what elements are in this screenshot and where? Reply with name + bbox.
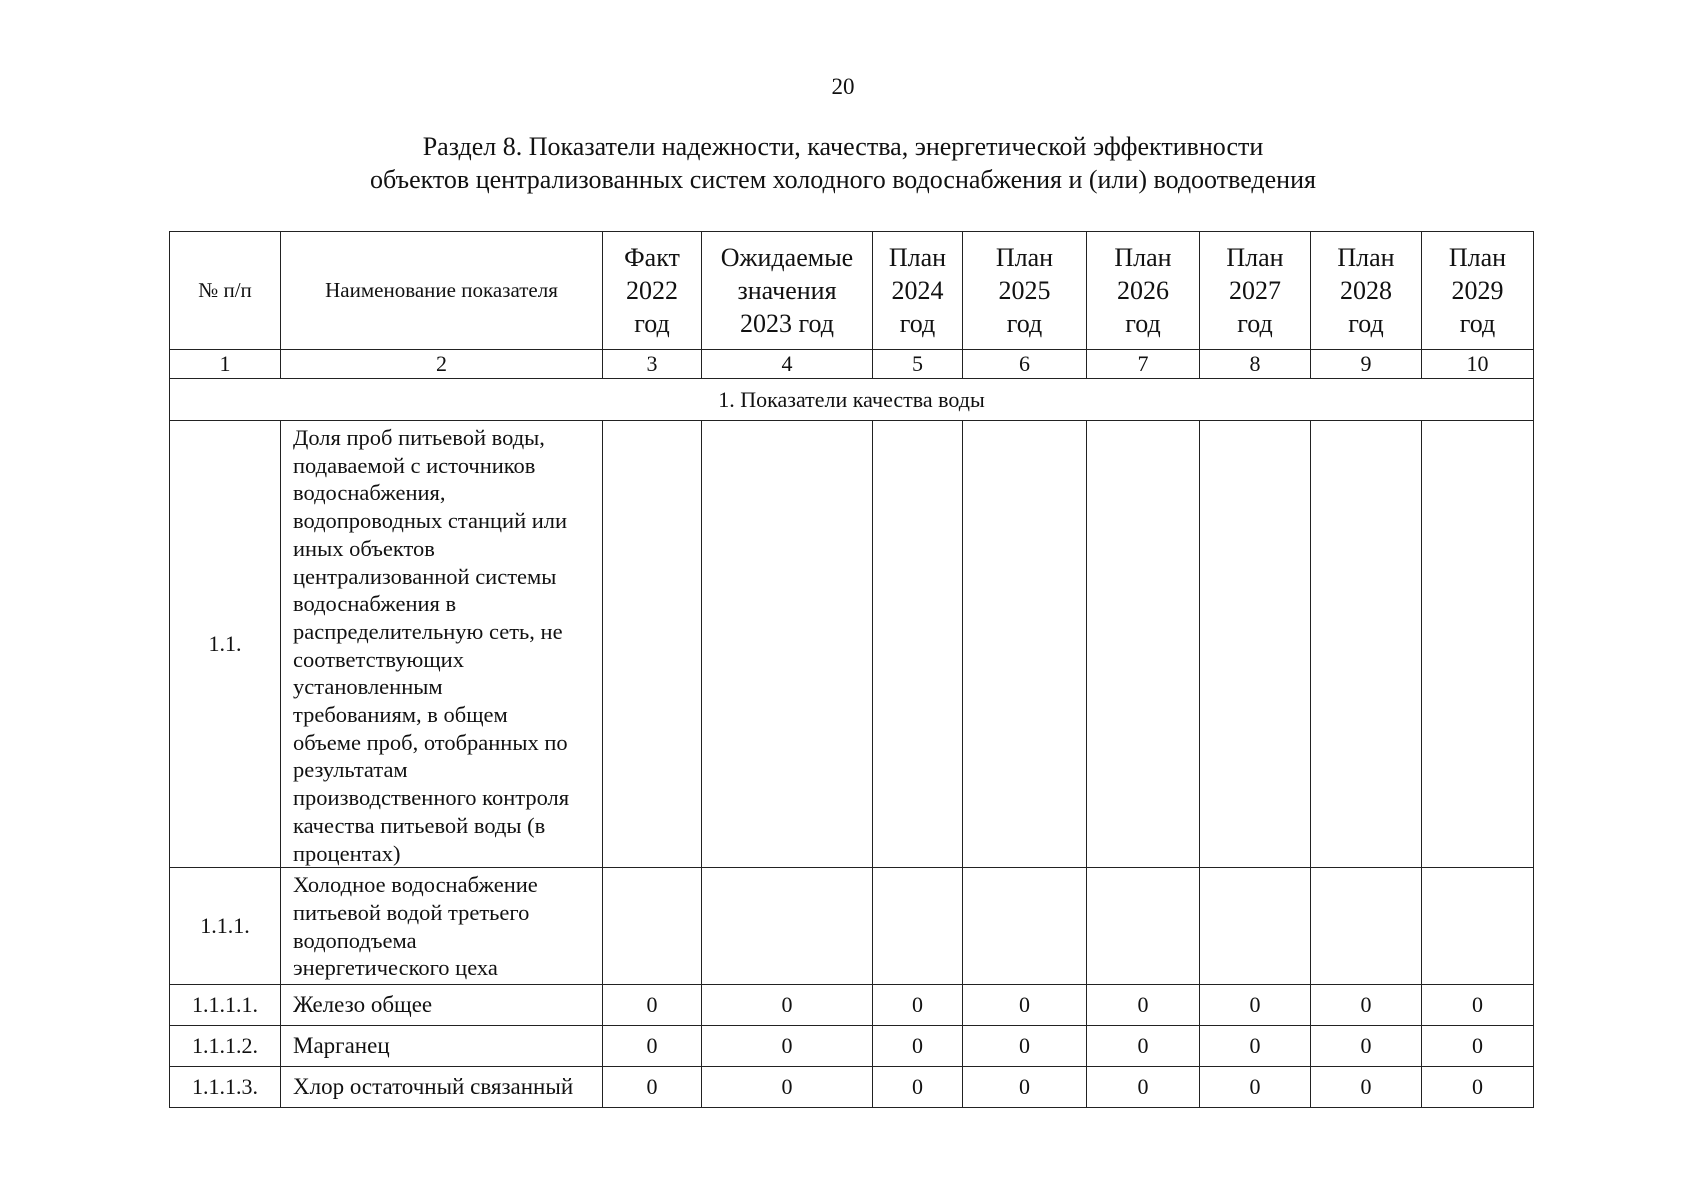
value-cell <box>1311 421 1422 868</box>
section-heading-row <box>170 379 1534 421</box>
value-cell: 0 <box>702 985 873 1026</box>
header-plan-2024: План 2024 год <box>873 232 963 350</box>
table-header-row <box>170 232 1534 350</box>
value-cell: 0 <box>702 1026 873 1067</box>
value-cell: 0 <box>1311 1067 1422 1108</box>
value-cell: 0 <box>1087 1026 1200 1067</box>
value-cell: 0 <box>603 1026 702 1067</box>
table-row <box>170 868 1534 985</box>
section-title-line-2: объектов централизованных систем холодного водоснабжения и (или) водоотведения <box>370 165 1316 194</box>
indicator-name: Хлор остаточный связанный <box>281 1067 603 1108</box>
value-cell: 0 <box>1087 1067 1200 1108</box>
header-fact-2022: Факт 2022 год <box>603 232 702 350</box>
row-number: 1.1.1.3. <box>170 1067 281 1108</box>
value-cell: 0 <box>1200 1067 1311 1108</box>
indicator-name: Холодное водоснабжение питьевой водой третьего водоподъема энергетического цеха <box>281 868 603 985</box>
value-cell: 0 <box>1422 1026 1534 1067</box>
header-plan-2026: План 2026 год <box>1087 232 1200 350</box>
value-cell <box>1087 421 1200 868</box>
value-cell <box>873 421 963 868</box>
header-name: Наименование показателя <box>281 232 603 350</box>
column-number: 8 <box>1200 350 1311 379</box>
header-plan-2029: План 2029 год <box>1422 232 1534 350</box>
header-expected-2023: Ожидаемые значения 2023 год <box>702 232 873 350</box>
table-row <box>170 985 1534 1026</box>
value-cell: 0 <box>1422 1067 1534 1108</box>
column-number: 1 <box>170 350 281 379</box>
header-plan-2027: План 2027 год <box>1200 232 1311 350</box>
value-cell <box>1200 868 1311 985</box>
section-title-line-1: Раздел 8. Показатели надежности, качества, энергетической эффективности <box>422 132 1264 161</box>
value-cell <box>1422 868 1534 985</box>
value-cell: 0 <box>963 1067 1087 1108</box>
value-cell: 0 <box>873 985 963 1026</box>
row-number: 1.1. <box>170 421 281 868</box>
section-title <box>0 130 1686 196</box>
value-cell <box>1422 421 1534 868</box>
indicator-name: Марганец <box>281 1026 603 1067</box>
value-cell <box>702 868 873 985</box>
value-cell <box>963 868 1087 985</box>
value-cell <box>1087 868 1200 985</box>
value-cell: 0 <box>702 1067 873 1108</box>
header-plan-2025: План 2025 год <box>963 232 1087 350</box>
value-cell: 0 <box>603 1067 702 1108</box>
row-number: 1.1.1.1. <box>170 985 281 1026</box>
table-row <box>170 421 1534 868</box>
value-cell <box>963 421 1087 868</box>
value-cell: 0 <box>873 1067 963 1108</box>
value-cell <box>1311 868 1422 985</box>
column-number: 7 <box>1087 350 1200 379</box>
value-cell: 0 <box>963 1026 1087 1067</box>
column-number: 9 <box>1311 350 1422 379</box>
value-cell: 0 <box>1200 985 1311 1026</box>
column-number: 10 <box>1422 350 1534 379</box>
column-number: 4 <box>702 350 873 379</box>
table-row <box>170 1067 1534 1108</box>
value-cell: 0 <box>1422 985 1534 1026</box>
value-cell: 0 <box>1087 985 1200 1026</box>
value-cell: 0 <box>1311 985 1422 1026</box>
value-cell <box>873 868 963 985</box>
value-cell: 0 <box>603 985 702 1026</box>
column-number: 6 <box>963 350 1087 379</box>
indicators-table <box>169 231 1534 1108</box>
value-cell <box>1200 421 1311 868</box>
column-number: 3 <box>603 350 702 379</box>
page-number: 20 <box>831 74 855 99</box>
value-cell: 0 <box>963 985 1087 1026</box>
value-cell <box>702 421 873 868</box>
value-cell: 0 <box>1311 1026 1422 1067</box>
value-cell: 0 <box>873 1026 963 1067</box>
value-cell <box>603 421 702 868</box>
value-cell: 0 <box>1200 1026 1311 1067</box>
column-number-row <box>170 350 1534 379</box>
value-cell <box>603 868 702 985</box>
row-number: 1.1.1.2. <box>170 1026 281 1067</box>
section-heading: 1. Показатели качества воды <box>170 379 1534 421</box>
indicator-name: Железо общее <box>281 985 603 1026</box>
table-row <box>170 1026 1534 1067</box>
header-num: № п/п <box>170 232 281 350</box>
column-number: 2 <box>281 350 603 379</box>
indicator-name: Доля проб питьевой воды, подаваемой с источников водоснабжения, водопроводных станций или иных объектов централизованной системы водоснабжения в распределительную сеть, не соответствующих установленным требованиям, в общем объеме проб, отобранных по результатам производственного контроля качества питьевой воды (в процентах) <box>281 421 603 868</box>
column-number: 5 <box>873 350 963 379</box>
row-number: 1.1.1. <box>170 868 281 985</box>
header-plan-2028: План 2028 год <box>1311 232 1422 350</box>
